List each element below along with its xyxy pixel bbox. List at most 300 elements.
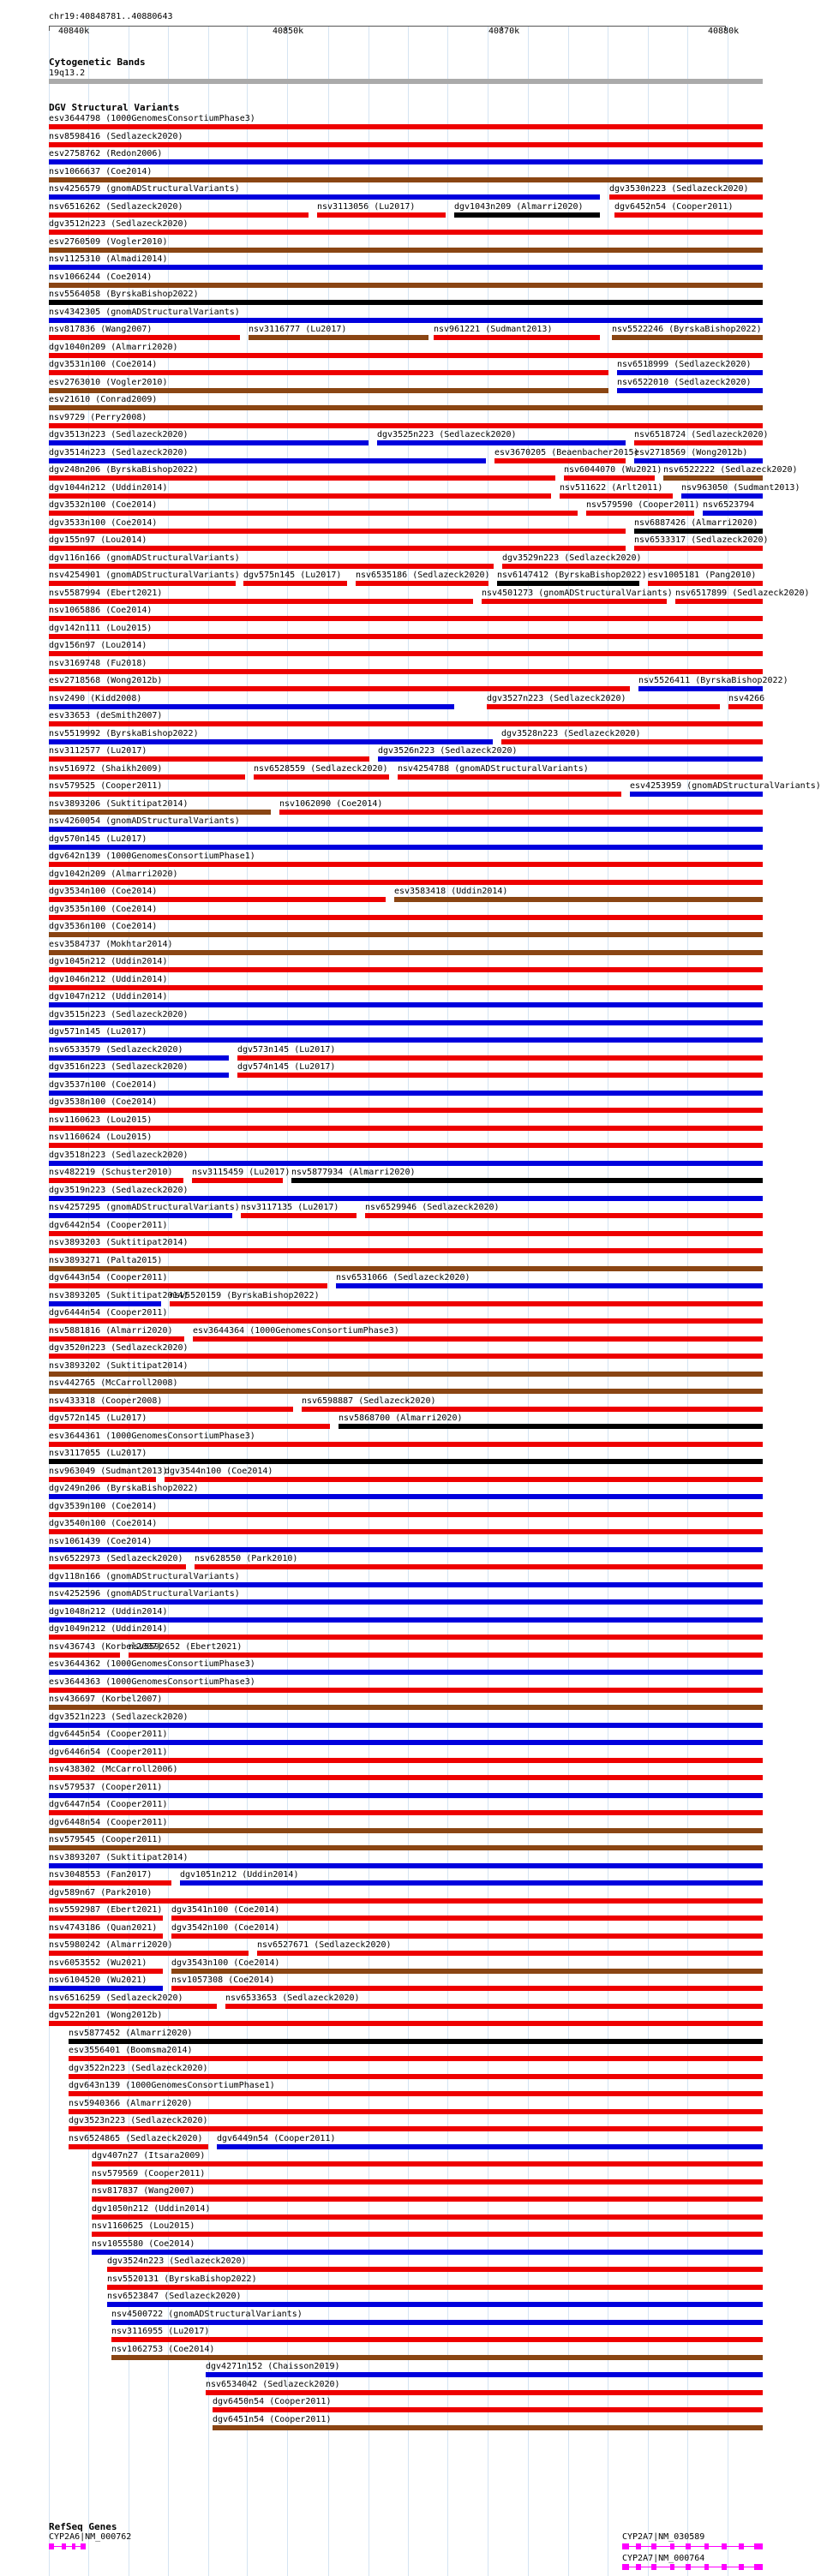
sv-feature-bar[interactable] [612, 335, 763, 340]
sv-label[interactable]: nsv1160624 (Lou2015) [49, 1133, 153, 1142]
sv-feature-bar[interactable] [49, 704, 454, 709]
sv-feature-bar[interactable] [249, 335, 428, 340]
sv-label[interactable]: nsv433318 (Cooper2008) [49, 1396, 163, 1406]
sv-feature-bar[interactable] [49, 845, 763, 850]
sv-feature-bar[interactable] [193, 1336, 763, 1342]
sv-label[interactable]: nsv3117135 (Lu2017) [241, 1203, 339, 1212]
sv-label[interactable]: nsv1057308 (Coe2014) [171, 1975, 275, 1985]
sv-label[interactable]: dgv3528n223 (Sedlazeck2020) [501, 729, 641, 738]
sv-label[interactable]: dgv573n145 (Lu2017) [237, 1045, 336, 1055]
sv-feature-bar[interactable] [487, 704, 720, 709]
sv-feature-bar[interactable] [69, 2039, 763, 2044]
sv-label[interactable]: nsv5520159 (ByrskaBishop2022) [170, 1291, 320, 1300]
sv-label[interactable]: dgv3542n100 (Coe2014) [171, 1923, 280, 1933]
sv-feature-bar[interactable] [49, 1863, 763, 1868]
sv-feature-bar[interactable] [49, 300, 763, 305]
sv-feature-bar[interactable] [69, 2144, 208, 2149]
sv-label[interactable]: dgv1049n212 (Uddin2014) [49, 1624, 168, 1634]
sv-feature-bar[interactable] [339, 1424, 763, 1429]
sv-feature-bar[interactable] [49, 1459, 763, 1464]
sv-feature-bar[interactable] [614, 212, 763, 218]
sv-feature-bar[interactable] [107, 2267, 763, 2272]
sv-feature-bar[interactable] [356, 581, 488, 586]
sv-label[interactable]: nsv5881816 (Almarri2020) [49, 1326, 173, 1336]
sv-feature-bar[interactable] [92, 2250, 763, 2255]
sv-feature-bar[interactable] [171, 1916, 763, 1921]
sv-label[interactable]: dgv249n206 (ByrskaBishop2022) [49, 1484, 199, 1493]
sv-label[interactable]: nsv6517899 (Sedlazeck2020) [675, 589, 810, 598]
sv-label[interactable]: nsv579537 (Cooper2011) [49, 1783, 163, 1792]
sv-feature-bar[interactable] [241, 1213, 357, 1218]
sv-feature-bar[interactable] [49, 1143, 763, 1148]
sv-feature-bar[interactable] [49, 1073, 229, 1078]
sv-feature-bar[interactable] [49, 1231, 763, 1236]
sv-feature-bar[interactable] [634, 546, 763, 551]
gene-exon[interactable] [651, 2543, 656, 2549]
sv-feature-bar[interactable] [49, 335, 240, 340]
sv-feature-bar[interactable] [254, 774, 389, 780]
sv-label[interactable]: nsv3893206 (Suktitipat2014) [49, 799, 189, 809]
sv-label[interactable]: nsv579545 (Cooper2011) [49, 1835, 163, 1844]
sv-label[interactable]: dgv1046n212 (Uddin2014) [49, 975, 168, 984]
sv-label[interactable]: dgv142n111 (Lou2015) [49, 624, 153, 633]
sv-label[interactable]: nsv3116955 (Lu2017) [111, 2327, 210, 2336]
sv-label[interactable]: nsv5592987 (Ebert2021) [49, 1905, 163, 1915]
sv-label[interactable]: nsv1061439 (Coe2014) [49, 1537, 153, 1546]
sv-feature-bar[interactable] [609, 194, 763, 200]
sv-feature-bar[interactable] [49, 862, 763, 867]
sv-feature-bar[interactable] [49, 1617, 763, 1623]
sv-feature-bar[interactable] [394, 897, 763, 902]
sv-label[interactable]: nsv3893207 (Suktitipat2014) [49, 1853, 189, 1862]
sv-feature-bar[interactable] [49, 756, 369, 762]
sv-feature-bar[interactable] [634, 529, 763, 534]
sv-feature-bar[interactable] [336, 1283, 763, 1288]
sv-feature-bar[interactable] [49, 1161, 763, 1166]
gene-exon[interactable] [739, 2543, 744, 2549]
sv-label[interactable]: nsv6533579 (Sedlazeck2020) [49, 1045, 183, 1055]
sv-feature-bar[interactable] [49, 142, 763, 147]
sv-label[interactable]: nsv3893203 (Suktitipat2014) [49, 1238, 189, 1247]
sv-feature-bar[interactable] [663, 475, 763, 481]
sv-feature-bar[interactable] [49, 880, 763, 885]
sv-label[interactable]: nsv438302 (McCarroll2006) [49, 1765, 178, 1774]
sv-feature-bar[interactable] [195, 1564, 763, 1569]
sv-feature-bar[interactable] [129, 1653, 763, 1658]
sv-feature-bar[interactable] [49, 1318, 763, 1324]
sv-label[interactable]: nsv6104520 (Wu2021) [49, 1975, 147, 1985]
sv-label[interactable]: esv4253959 (gnomADStructuralVariants) [630, 781, 821, 791]
sv-feature-bar[interactable] [49, 1196, 763, 1201]
sv-label[interactable]: nsv4256579 (gnomADStructuralVariants) [49, 184, 240, 194]
sv-feature-bar[interactable] [49, 915, 763, 920]
sv-feature-bar[interactable] [92, 2196, 763, 2202]
sv-feature-bar[interactable] [111, 2320, 763, 2325]
sv-label[interactable]: dgv3543n100 (Coe2014) [171, 1958, 280, 1968]
sv-feature-bar[interactable] [49, 265, 763, 270]
sv-label[interactable]: dgv3538n100 (Coe2014) [49, 1097, 158, 1107]
sv-label[interactable]: dgv6442n54 (Cooper2011) [49, 1221, 168, 1230]
sv-label[interactable]: dgv642n139 (1000GenomesConsortiumPhase1) [49, 852, 255, 861]
sv-label[interactable]: nsv1125310 (Almadi2014) [49, 254, 168, 264]
sv-feature-bar[interactable] [49, 792, 621, 797]
sv-feature-bar[interactable] [171, 1969, 763, 1974]
gene-exon[interactable] [72, 2543, 75, 2549]
sv-label[interactable]: dgv3524n223 (Sedlazeck2020) [107, 2256, 247, 2266]
sv-label[interactable]: dgv116n166 (gnomADStructuralVariants) [49, 553, 240, 563]
sv-label[interactable]: esv3644361 (1000GenomesConsortiumPhase3) [49, 1431, 255, 1441]
sv-feature-bar[interactable] [49, 1512, 763, 1517]
sv-feature-bar[interactable] [49, 194, 600, 200]
sv-feature-bar[interactable] [638, 686, 763, 691]
sv-label[interactable]: dgv574n145 (Lu2017) [237, 1062, 336, 1072]
sv-label[interactable]: dgv3525n223 (Sedlazeck2020) [377, 430, 517, 439]
sv-feature-bar[interactable] [49, 1880, 171, 1886]
sv-feature-bar[interactable] [92, 2232, 763, 2237]
sv-label[interactable]: dgv118n166 (gnomADStructuralVariants) [49, 1572, 240, 1581]
sv-feature-bar[interactable] [49, 967, 763, 972]
sv-label[interactable]: dgv6449n54 (Cooper2011) [217, 2134, 336, 2143]
sv-label[interactable]: nsv1066244 (Coe2014) [49, 272, 153, 282]
sv-feature-bar[interactable] [49, 1898, 763, 1904]
sv-label[interactable]: nsv963049 (Sudmant2013) [49, 1467, 168, 1476]
sv-label[interactable]: dgv3515n223 (Sedlazeck2020) [49, 1010, 189, 1019]
sv-feature-bar[interactable] [634, 440, 763, 445]
sv-label[interactable]: dgv6445n54 (Cooper2011) [49, 1730, 168, 1739]
sv-label[interactable]: dgv3527n223 (Sedlazeck2020) [487, 694, 626, 703]
gene-exon[interactable] [622, 2543, 629, 2549]
sv-label[interactable]: nsv3113056 (Lu2017) [317, 202, 416, 212]
sv-feature-bar[interactable] [49, 897, 386, 902]
sv-feature-bar[interactable] [378, 756, 763, 762]
sv-feature-bar[interactable] [49, 1336, 184, 1342]
sv-label[interactable]: nsv482219 (Schuster2010) [49, 1168, 173, 1177]
sv-feature-bar[interactable] [49, 985, 763, 990]
sv-feature-bar[interactable] [69, 2074, 763, 2079]
sv-feature-bar[interactable] [49, 2021, 763, 2026]
sv-feature-bar[interactable] [165, 1477, 763, 1482]
sv-label[interactable]: nsv4260054 (gnomADStructuralVariants) [49, 816, 240, 826]
sv-label[interactable]: dgv1045n212 (Uddin2014) [49, 957, 168, 966]
sv-feature-bar[interactable] [482, 599, 667, 604]
sv-feature-bar[interactable] [49, 581, 236, 586]
sv-label[interactable]: dgv572n145 (Lu2017) [49, 1414, 147, 1423]
sv-feature-bar[interactable] [69, 2056, 763, 2061]
sv-feature-bar[interactable] [586, 511, 694, 516]
sv-feature-bar[interactable] [111, 2355, 763, 2360]
sv-label[interactable]: nsv4266 [728, 694, 765, 703]
sv-label[interactable]: dgv6450n54 (Cooper2011) [213, 2397, 332, 2406]
sv-feature-bar[interactable] [192, 1178, 283, 1183]
gene-exon[interactable] [704, 2543, 709, 2549]
sv-feature-bar[interactable] [213, 2407, 763, 2412]
sv-label[interactable]: nsv5522246 (ByrskaBishop2022) [612, 325, 762, 334]
sv-feature-bar[interactable] [49, 1916, 163, 1921]
sv-label[interactable]: nsv6044070 (Wu2021) [564, 465, 662, 475]
sv-label[interactable]: nsv3115459 (Lu2017) [192, 1168, 291, 1177]
sv-feature-bar[interactable] [49, 2004, 217, 2009]
sv-label[interactable]: nsv4743186 (Quan2021) [49, 1923, 158, 1933]
sv-label[interactable]: nsv3893271 (Palta2015) [49, 1256, 163, 1265]
sv-feature-bar[interactable] [49, 1951, 249, 1956]
sv-label[interactable]: nsv3169748 (Fu2018) [49, 659, 147, 668]
sv-feature-bar[interactable] [728, 704, 763, 709]
sv-feature-bar[interactable] [49, 1126, 763, 1131]
sv-label[interactable]: nsv1062753 (Coe2014) [111, 2345, 215, 2354]
sv-label[interactable]: dgv3537n100 (Coe2014) [49, 1080, 158, 1090]
sv-label[interactable]: dgv156n97 (Lou2014) [49, 641, 147, 650]
sv-feature-bar[interactable] [49, 1213, 232, 1218]
gene-exon[interactable] [49, 2543, 54, 2549]
sv-feature-bar[interactable] [501, 739, 763, 744]
sv-label[interactable]: nsv817837 (Wang2007) [92, 2186, 195, 2196]
sv-label[interactable]: esv3644364 (1000GenomesConsortiumPhase3) [193, 1326, 399, 1336]
sv-label[interactable]: dgv6446n54 (Cooper2011) [49, 1748, 168, 1757]
sv-label[interactable]: dgv3540n100 (Coe2014) [49, 1519, 158, 1528]
sv-label[interactable]: nsv5940366 (Almarri2020) [69, 2099, 193, 2108]
sv-feature-bar[interactable] [49, 1020, 763, 1025]
sv-feature-bar[interactable] [49, 1635, 763, 1640]
sv-label[interactable]: dgv1051n212 (Uddin2014) [180, 1870, 299, 1880]
sv-label[interactable]: dgv589n67 (Park2010) [49, 1888, 153, 1898]
sv-feature-bar[interactable] [49, 634, 763, 639]
sv-feature-bar[interactable] [213, 2425, 763, 2430]
sv-feature-bar[interactable] [49, 1775, 763, 1780]
sv-feature-bar[interactable] [49, 1758, 763, 1763]
sv-feature-bar[interactable] [69, 2109, 763, 2114]
sv-label[interactable]: nsv6527671 (Sedlazeck2020) [257, 1940, 392, 1950]
sv-feature-bar[interactable] [49, 423, 763, 428]
sv-feature-bar[interactable] [377, 440, 626, 445]
sv-label[interactable]: nsv6534042 (Sedlazeck2020) [206, 2380, 340, 2389]
sv-label[interactable]: nsv4254788 (gnomADStructuralVariants) [398, 764, 589, 774]
sv-feature-bar[interactable] [49, 177, 763, 182]
sv-feature-bar[interactable] [49, 1740, 763, 1745]
sv-feature-bar[interactable] [648, 581, 763, 586]
sv-label[interactable]: dgv1040n209 (Almarri2020) [49, 343, 178, 352]
sv-feature-bar[interactable] [617, 388, 763, 393]
sv-label[interactable]: dgv643n139 (1000GenomesConsortiumPhase1) [69, 2081, 275, 2090]
sv-feature-bar[interactable] [560, 493, 673, 499]
sv-label[interactable]: dgv3531n100 (Coe2014) [49, 360, 158, 369]
sv-label[interactable]: dgv407n27 (Itsara2009) [92, 2151, 206, 2161]
sv-feature-bar[interactable] [111, 2337, 763, 2342]
sv-feature-bar[interactable] [49, 1969, 163, 1974]
sv-feature-bar[interactable] [92, 2214, 763, 2220]
sv-feature-bar[interactable] [49, 1670, 763, 1675]
sv-label[interactable]: dgv575n145 (Lu2017) [243, 571, 342, 580]
sv-label[interactable]: nsv5526411 (ByrskaBishop2022) [638, 676, 788, 685]
sv-feature-bar[interactable] [49, 493, 551, 499]
sv-feature-bar[interactable] [49, 440, 369, 445]
sv-feature-bar[interactable] [49, 1810, 763, 1815]
sv-label[interactable]: nsv6524865 (Sedlazeck2020) [69, 2134, 203, 2143]
sv-feature-bar[interactable] [49, 1091, 763, 1096]
sv-feature-bar[interactable] [494, 458, 626, 463]
sv-feature-bar[interactable] [49, 774, 245, 780]
sv-feature-bar[interactable] [217, 2144, 763, 2149]
sv-feature-bar[interactable] [398, 774, 763, 780]
sv-feature-bar[interactable] [92, 2179, 763, 2185]
sv-label[interactable]: nsv4257295 (gnomADStructuralVariants) [49, 1203, 240, 1212]
sv-label[interactable]: nsv6598887 (Sedlazeck2020) [302, 1396, 436, 1406]
sv-label[interactable]: nsv817836 (Wang2007) [49, 325, 153, 334]
sv-feature-bar[interactable] [291, 1178, 763, 1183]
sv-label[interactable]: dgv3522n223 (Sedlazeck2020) [69, 2064, 208, 2073]
sv-label[interactable]: nsv2490 (Kidd2008) [49, 694, 142, 703]
sv-label[interactable]: dgv3521n223 (Sedlazeck2020) [49, 1712, 189, 1722]
sv-label[interactable]: esv1005181 (Pang2010) [648, 571, 757, 580]
sv-feature-bar[interactable] [681, 493, 763, 499]
sv-feature-bar[interactable] [49, 475, 555, 481]
sv-label[interactable]: nsv4500722 (gnomADStructuralVariants) [111, 2310, 303, 2319]
gene-exon[interactable] [722, 2543, 727, 2549]
sv-feature-bar[interactable] [49, 1688, 763, 1693]
sv-label[interactable]: esv2718568 (Wong2012b) [49, 676, 163, 685]
sv-feature-bar[interactable] [454, 212, 600, 218]
gene-exon[interactable] [81, 2543, 86, 2549]
sv-label[interactable]: nsv6516259 (Sedlazeck2020) [49, 1993, 183, 2003]
sv-label[interactable]: dgv1042n209 (Almarri2020) [49, 870, 178, 879]
sv-label[interactable]: esv3644798 (1000GenomesConsortiumPhase3) [49, 114, 255, 123]
sv-feature-bar[interactable] [703, 511, 763, 516]
sv-label[interactable]: nsv4501273 (gnomADStructuralVariants) [482, 589, 673, 598]
sv-feature-bar[interactable] [502, 564, 763, 569]
sv-label[interactable]: nsv6529946 (Sedlazeck2020) [365, 1203, 500, 1212]
sv-label[interactable]: nsv5877452 (Almarri2020) [69, 2029, 193, 2038]
gene-exon[interactable] [670, 2543, 674, 2549]
sv-feature-bar[interactable] [49, 1529, 763, 1534]
sv-label[interactable]: nsv6147412 (ByrskaBishop2022) [497, 571, 647, 580]
sv-label[interactable]: esv2763010 (Vogler2010) [49, 378, 168, 387]
gene-exon[interactable] [754, 2564, 763, 2570]
sv-feature-bar[interactable] [49, 1389, 763, 1394]
sv-label[interactable]: dgv3516n223 (Sedlazeck2020) [49, 1062, 189, 1072]
sv-feature-bar[interactable] [49, 950, 763, 955]
sv-feature-bar[interactable] [49, 1055, 229, 1061]
sv-label[interactable]: nsv4342305 (gnomADStructuralVariants) [49, 308, 240, 317]
sv-label[interactable]: dgv3544n100 (Coe2014) [165, 1467, 273, 1476]
sv-feature-bar[interactable] [49, 669, 763, 674]
sv-feature-bar[interactable] [49, 405, 763, 410]
sv-label[interactable]: nsv6518999 (Sedlazeck2020) [617, 360, 752, 369]
sv-label[interactable]: dgv6448n54 (Cooper2011) [49, 1818, 168, 1827]
sv-feature-bar[interactable] [49, 1037, 763, 1043]
sv-label[interactable]: dgv6443n54 (Cooper2011) [49, 1273, 168, 1282]
sv-label[interactable]: dgv4271n152 (Chaisson2019) [206, 2362, 340, 2371]
sv-feature-bar[interactable] [49, 353, 763, 358]
sv-feature-bar[interactable] [49, 1283, 327, 1288]
sv-label[interactable]: dgv1043n209 (Almarri2020) [454, 202, 584, 212]
sv-feature-bar[interactable] [49, 1564, 186, 1569]
sv-feature-bar[interactable] [170, 1301, 763, 1306]
sv-label[interactable]: nsv6523794 [703, 500, 755, 510]
sv-label[interactable]: nsv4254901 (gnomADStructuralVariants) [49, 571, 240, 580]
sv-feature-bar[interactable] [92, 2161, 763, 2167]
sv-label[interactable]: dgv3513n223 (Sedlazeck2020) [49, 430, 189, 439]
sv-label[interactable]: nsv1065886 (Coe2014) [49, 606, 153, 615]
sv-feature-bar[interactable] [171, 1933, 763, 1939]
sv-feature-bar[interactable] [49, 1477, 156, 1482]
sv-label[interactable]: dgv6444n54 (Cooper2011) [49, 1308, 168, 1318]
sv-label[interactable]: esv21610 (Conrad2009) [49, 395, 158, 404]
sv-feature-bar[interactable] [49, 511, 578, 516]
sv-label[interactable]: dgv3532n100 (Coe2014) [49, 500, 158, 510]
sv-feature-bar[interactable] [279, 810, 763, 815]
sv-feature-bar[interactable] [49, 827, 763, 832]
sv-feature-bar[interactable] [206, 2390, 763, 2395]
sv-label[interactable]: nsv436697 (Korbel2007) [49, 1694, 163, 1704]
sv-label[interactable]: nsv3117055 (Lu2017) [49, 1449, 147, 1458]
sv-label[interactable]: esv2758762 (Redon2006) [49, 149, 163, 158]
sv-label[interactable]: dgv6452n54 (Cooper2011) [614, 202, 734, 212]
sv-feature-bar[interactable] [564, 475, 655, 481]
sv-label[interactable]: nsv579569 (Cooper2011) [92, 2169, 206, 2179]
sv-label[interactable]: dgv248n206 (ByrskaBishop2022) [49, 465, 199, 475]
sv-feature-bar[interactable] [49, 686, 630, 691]
sv-label[interactable]: dgv6447n54 (Cooper2011) [49, 1800, 168, 1809]
sv-feature-bar[interactable] [107, 2285, 763, 2290]
sv-feature-bar[interactable] [49, 1301, 161, 1306]
sv-label[interactable]: dgv155n97 (Lou2014) [49, 535, 147, 545]
sv-label[interactable]: nsv961221 (Sudmant2013) [434, 325, 553, 334]
sv-feature-bar[interactable] [49, 458, 486, 463]
sv-label[interactable]: dgv522n201 (Wong2012b) [49, 2011, 163, 2020]
sv-label[interactable]: nsv9729 (Perry2008) [49, 413, 147, 422]
sv-label[interactable]: nsv6522222 (Sedlazeck2020) [663, 465, 798, 475]
sv-label[interactable]: dgv6451n54 (Cooper2011) [213, 2415, 332, 2424]
sv-feature-bar[interactable] [49, 651, 763, 656]
sv-feature-bar[interactable] [49, 248, 763, 253]
sv-label[interactable]: dgv1044n212 (Uddin2014) [49, 483, 168, 493]
sv-label[interactable]: nsv3048553 (Fan2017) [49, 1870, 153, 1880]
sv-feature-bar[interactable] [634, 458, 763, 463]
sv-label[interactable]: dgv3539n100 (Coe2014) [49, 1502, 158, 1511]
sv-feature-bar[interactable] [180, 1880, 763, 1886]
sv-label[interactable]: nsv1160625 (Lou2015) [92, 2221, 195, 2231]
sv-label[interactable]: nsv516972 (Shaikh2009) [49, 764, 163, 774]
gene-exon[interactable] [722, 2564, 727, 2570]
sv-label[interactable]: dgv3520n223 (Sedlazeck2020) [49, 1343, 189, 1353]
sv-label[interactable]: nsv5868700 (Almarri2020) [339, 1414, 463, 1423]
sv-feature-bar[interactable] [434, 335, 600, 340]
sv-feature-bar[interactable] [49, 283, 763, 288]
sv-feature-bar[interactable] [49, 1705, 763, 1710]
sv-label[interactable]: nsv6522973 (Sedlazeck2020) [49, 1554, 183, 1563]
gene-exon[interactable] [62, 2543, 66, 2549]
sv-feature-bar[interactable] [49, 1372, 763, 1377]
sv-label[interactable]: dgv3529n223 (Sedlazeck2020) [502, 553, 642, 563]
sv-feature-bar[interactable] [49, 529, 626, 534]
sv-label[interactable]: nsv1066637 (Coe2014) [49, 167, 153, 176]
sv-label[interactable]: dgv3518n223 (Sedlazeck2020) [49, 1151, 189, 1160]
sv-label[interactable]: esv2718569 (Wong2012b) [634, 448, 748, 457]
sv-label[interactable]: dgv3541n100 (Coe2014) [171, 1905, 280, 1915]
sv-feature-bar[interactable] [243, 581, 347, 586]
sv-label[interactable]: nsv6533653 (Sedlazeck2020) [225, 1993, 360, 2003]
sv-feature-bar[interactable] [49, 318, 763, 323]
sv-feature-bar[interactable] [49, 616, 763, 621]
sv-label[interactable]: nsv6053552 (Wu2021) [49, 1958, 147, 1968]
sv-feature-bar[interactable] [49, 388, 608, 393]
sv-label[interactable]: nsv579590 (Cooper2011) [586, 500, 700, 510]
sv-feature-bar[interactable] [49, 599, 473, 604]
sv-label[interactable]: nsv6533317 (Sedlazeck2020) [634, 535, 769, 545]
sv-feature-bar[interactable] [49, 1582, 763, 1587]
sv-feature-bar[interactable] [206, 2372, 763, 2377]
sv-label[interactable]: nsv579525 (Cooper2011) [49, 781, 163, 791]
sv-feature-bar[interactable] [257, 1951, 763, 1956]
